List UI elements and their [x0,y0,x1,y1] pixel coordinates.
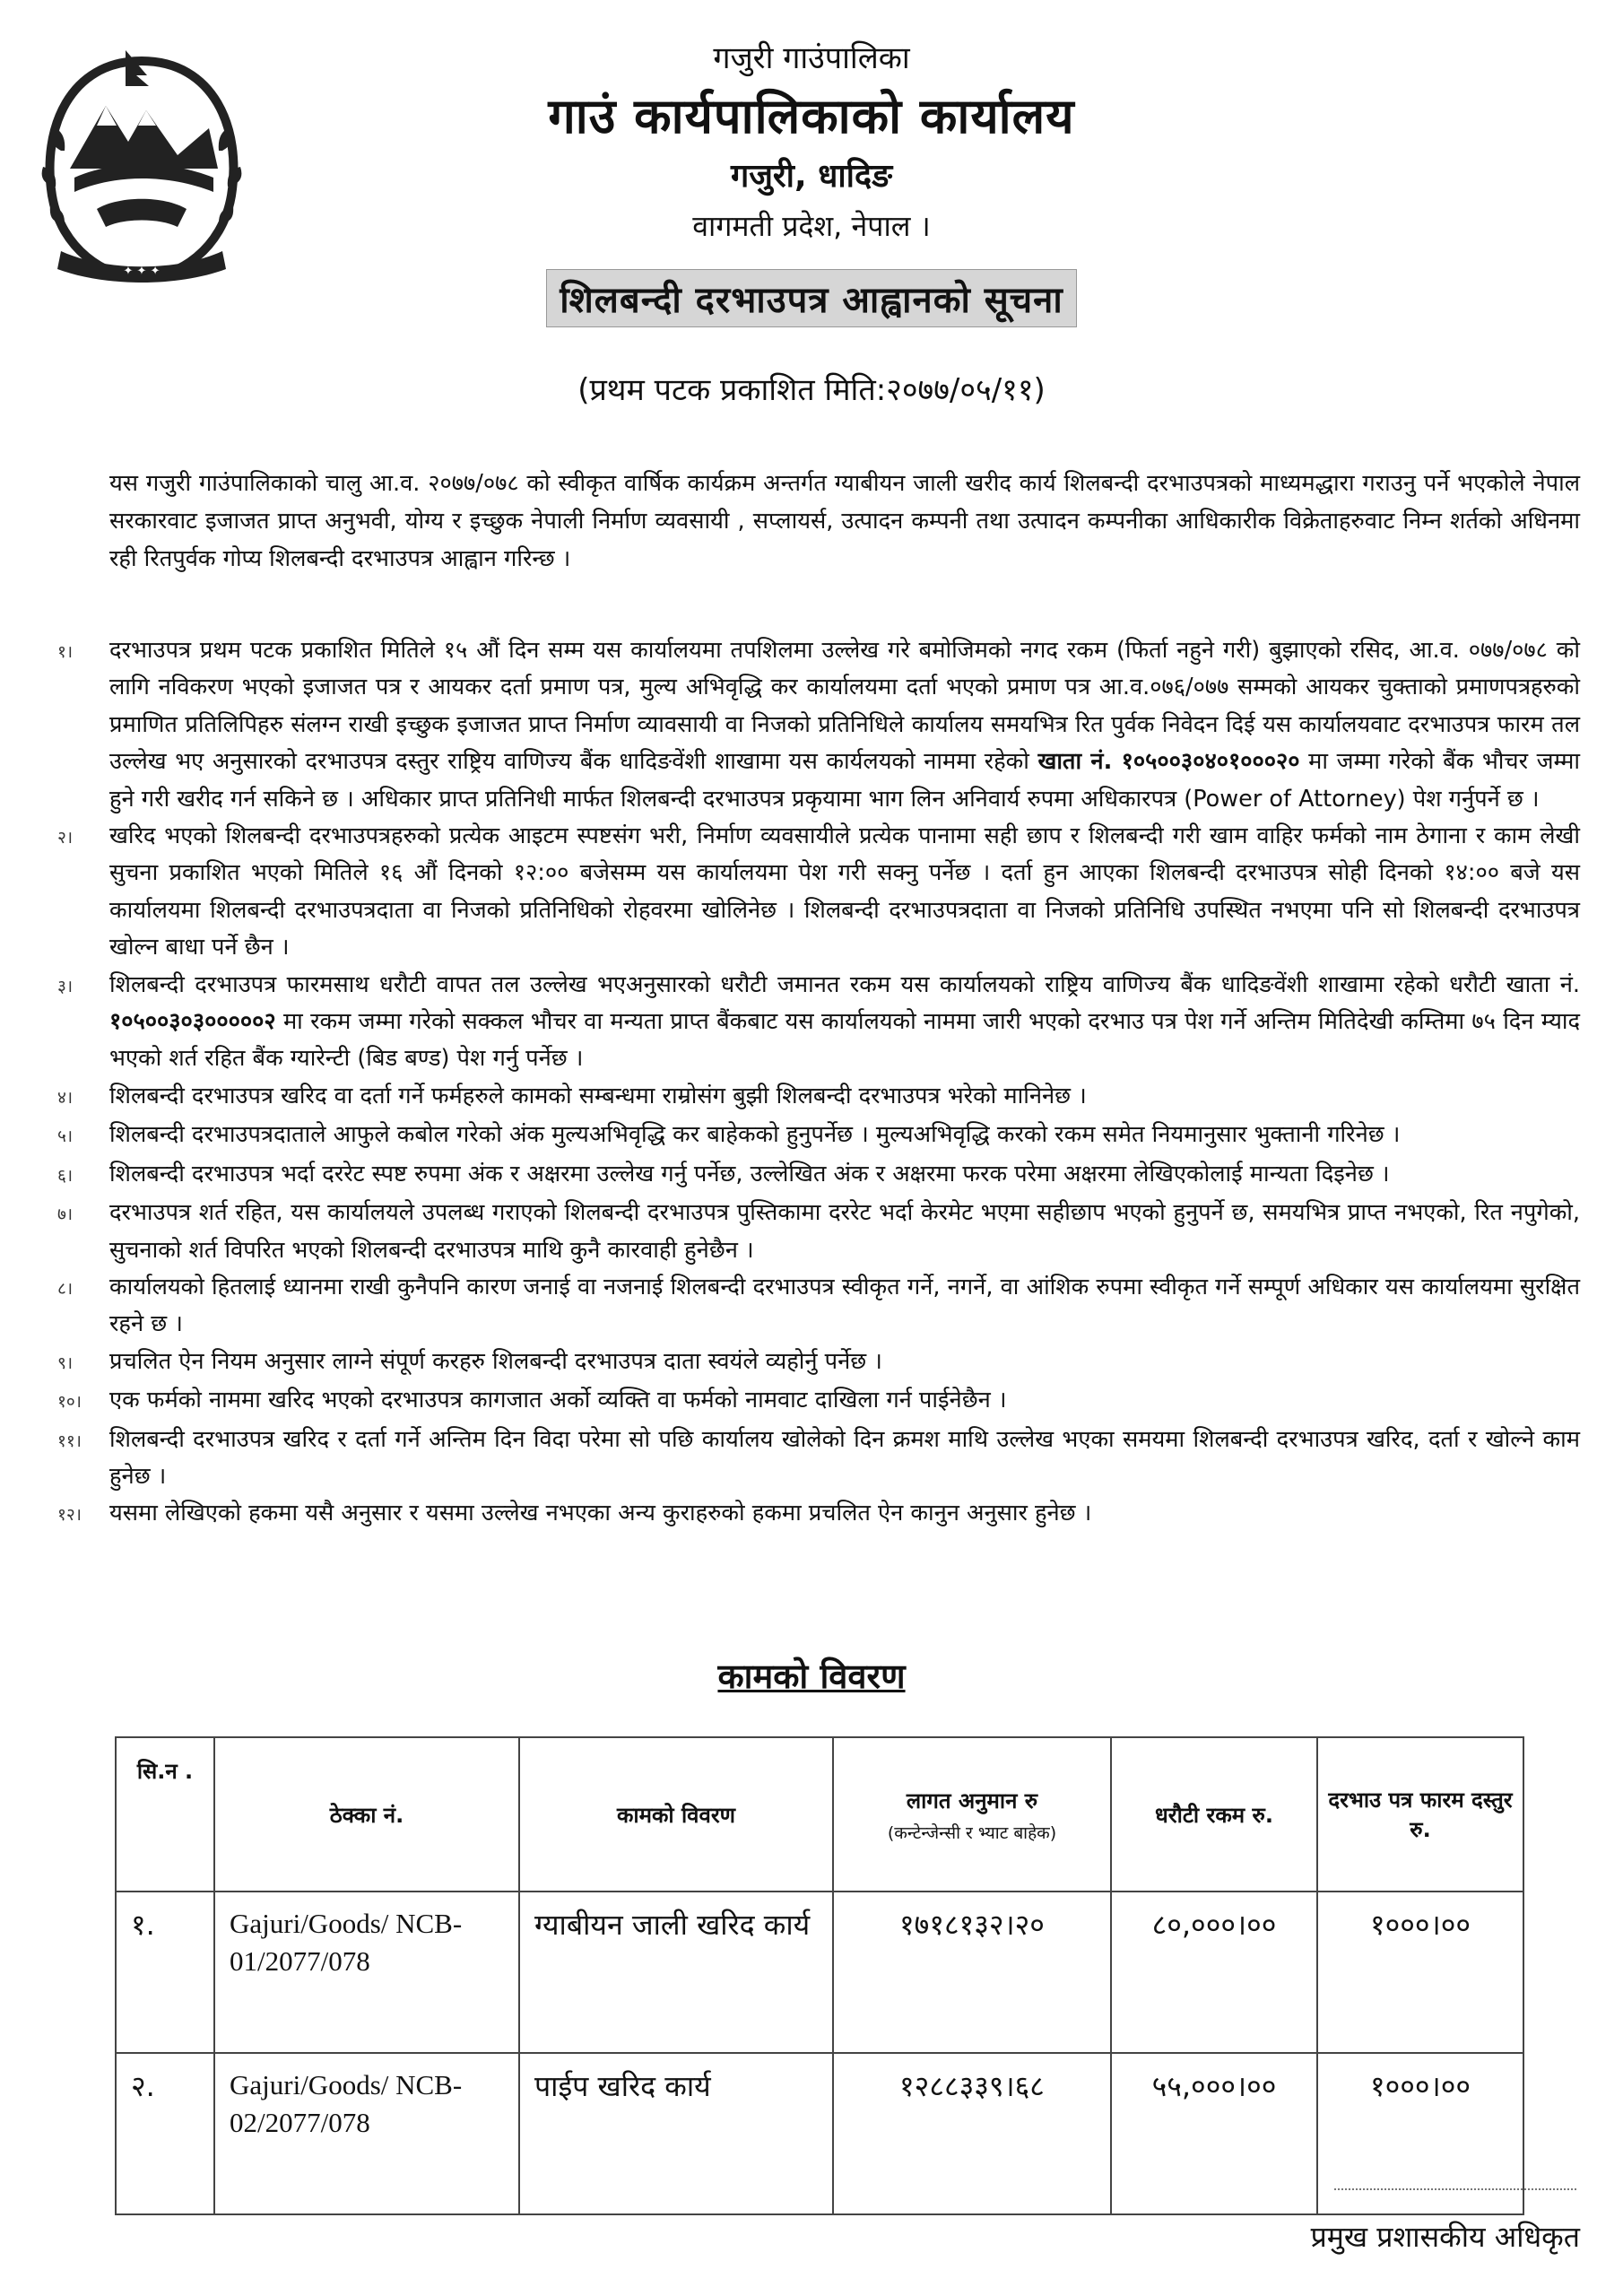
intro-paragraph: यस गजुरी गाउंपालिकाको चालु आ.व. २०७७/०७८ को स्वीकृत वार्षिक कार्यक्रम अन्तर्गत ग्याबीयन जाली खरीद कार्य शिलबन्दी दरभाउपत्रको माध्यमद्धारा गराउनु पर्ने भएकोले नेपाल सरकारवाट इजाजत प्राप्त अनुभवी, योग्य र इच्छुक नेपाली निर्माण व्यवसायी , सप्लायर्स, उत्पादन कम्पनी तथा उत्पादन कम्पनीका आधिकारीक विक्रेताहरुवाट निम्न शर्तको अधिनमा रही रितपुर्वक गोप्य शिलबन्दी दरभाउपत्र आह्वान गरिन्छ । [109,469,1580,572]
clause-text: दरभाउपत्र प्रथम पटक प्रकाशित मितिले १५ औं दिन सम्म यस कार्यालयमा तपशिलमा उल्लेख गरे बमोजिमको नगद रकम (फिर्ता नहुने गरी) बुझाएको रसिद, आ.व. ०७७/०७८ को लागि नविकरण भएको इजाजत पत्र र आयकर दर्ता प्रमाण पत्र, मुल्य अभिवृद्धि कर कार्यालयमा दर्ता भएको प्रमाण पत्र आ.व.०७६/०७७ सम्मको आयकर चुक्ताको प्रमाणपत्रहरुको प्रमाणित प्रतिलिपिहरु संलग्न राखी इच्छुक इजाजत प्राप्त निर्माण व्यावसायी वा निजको प्रतिनिधिले कार्यालय समयभित्र रित पुर्वक निवेदन दिई यस कार्यालयवाट दरभाउपत्र फारम तल उल्लेख भए अनुसारको दरभाउपत्र दस्तुर राष्ट्रिय वाणिज्य बैंक धादिङवेंशी शाखामा यस कार्यलयको नाममा रहेको खाता नं. १०५००३०४०१०००२० मा जम्मा गरेको बैंक भौचर जम्मा हुने गरी खरीद गर्न सकिने छ । अधिकार प्राप्त प्रतिनिधी मार्फत शिलबन्दी दरभाउपत्र प्रकृयामा भाग लिन अनिवार्य रुपमा अधिकारपत्र (Power of Attorney) पेश गर्नुपर्ने छ । [109,637,1581,813]
clause-2 [57,818,1580,967]
table-row [116,1892,1523,2053]
clause-number: ८। [57,1278,74,1299]
clause-10 [57,1382,1580,1421]
clause-number: १०। [57,1392,82,1413]
municipality-name: गजुरी गाउंपालिका [713,40,910,76]
province-line: वागमती प्रदेश, नेपाल । [692,209,931,243]
row-form-fee: १०००।०० [1317,1892,1523,2053]
row-deposit: ८०,०००।०० [1111,1892,1317,2053]
clause-12 [57,1495,1580,1534]
clause-7 [57,1195,1580,1269]
row-description: ग्याबीयन जाली खरिद कार्य [519,1892,833,2053]
clause-number: २। [57,828,74,848]
works-section-title: कामको विवरण [717,1657,906,1696]
clause-9 [57,1344,1580,1382]
header-deposit: धरौटी रकम रु. [1111,1737,1317,1892]
row-estimate: १७१८१३२।२० [833,1892,1111,2053]
clause-1 [57,632,1580,818]
clause-number: १२। [57,1505,82,1526]
header-estimate [833,1737,1111,1892]
clause-number: ७। [57,1205,74,1225]
account-number: खाता नं. १०५००३०४०१०००२० [1037,748,1300,776]
clause-5 [57,1117,1580,1155]
signature-line [1334,2188,1576,2190]
clause-8 [57,1269,1580,1344]
clause-number: ११। [57,1431,82,1451]
office-location: गजुरी, धादिङ [730,158,893,195]
clause-text: शिलबन्दी दरभाउपत्र खरिद वा दर्ता गर्ने फर्महरुले कामको सम्बन्धमा राम्रोसंग बुझी शिलबन्दी दरभाउपत्र भरेको मानिनेछ । [109,1082,1087,1109]
clause-text: यसमा लेखिएको हकमा यसै अनुसार र यसमा उल्लेख नभएका अन्य कुराहरुको हकमा प्रचलित ऐन कानुन अनुसार हुनेछ । [109,1500,1092,1527]
table-header-row [116,1737,1523,1892]
clause-number: ५। [57,1126,74,1147]
header-form-fee: दरभाउ पत्र फारम दस्तुर रु. [1317,1737,1523,1892]
works-table [115,1736,1524,2215]
terms-list [57,632,1580,1535]
row-description: पाईप खरिद कार्य [519,2053,833,2214]
header-estimate-note: (कन्टेन्जेन्सी र भ्याट बाहेक) [887,1822,1057,1843]
header-estimate-label: लागत अनुमान रु [906,1787,1038,1813]
clause-text: शिलबन्दी दरभाउपत्रदाताले आफुले कबोल गरेको अंक मुल्यअभिवृद्धि कर बाहेकको हुनुपर्नेछ । मुल्यअभिवृद्धि करको रकम समेत नियमानुसार भुक्तानी गरिनेछ । [109,1121,1401,1149]
header-serial: सि.न . [116,1737,214,1892]
row-serial: २. [116,2053,214,2214]
clause-text: शिलबन्दी दरभाउपत्र फारमसाथ धरौटी वापत तल उल्लेख भएअनुसारको धरौटी जमानत रकम यस कार्यालयको राष्ट्रिय वाणिज्य बैंक धादिङवेंशी शाखामा रहेको धरौटी खाता नं. १०५००३०३०००००२ मा रकम जम्मा गरेको सक्कल भौचर वा मन्यता प्राप्त बैंकबाट यस कार्यालयको नाममा जारी भएको दरभाउ पत्र पेश गर्ने अन्तिम मितिदेखी कम्तिमा ७५ दिन म्याद भएको शर्त रहित बैंक ग्यारेन्टी (बिड बण्ड) पेश गर्नु पर्नेछ । [109,970,1580,1073]
deposit-account-number: १०५००३०३०००००२ [109,1008,276,1036]
clause-6 [57,1156,1580,1195]
office-title: गाउं कार्यपालिकाको कार्यालय [548,88,1075,144]
header-description: कामको विवरण [519,1737,833,1892]
clause-number: ६। [57,1165,74,1186]
clause-text: शिलबन्दी दरभाउपत्र भर्दा दररेट स्पष्ट रुपमा अंक र अक्षरमा उल्लेख गर्नु पर्नेछ, उल्लेखित अंक र अक्षरमा फरक परेमा अक्षरमा लेखिएकोलाई मान्यता दिइनेछ । [109,1160,1390,1187]
row-contract-no: Gajuri/Goods/ NCB-01/2077/078 [214,1892,519,2053]
row-estimate: १२८८३३९।६८ [833,2053,1111,2214]
header-contract-no: ठेक्का नं. [214,1737,519,1892]
published-date: (प्रथम पटक प्रकाशित मिति:२०७७/०५/११) [577,372,1046,408]
clause-number: १। [57,642,74,662]
clause-number: ३। [57,976,74,996]
row-deposit: ५५,०००।०० [1111,2053,1317,2214]
clause-text: कार्यालयको हितलाई ध्यानमा राखी कुनैपनि कारण जनाई वा नजनाई शिलबन्दी दरभाउपत्र स्वीकृत गर्ने, नगर्ने, वा आंशिक रुपमा स्वीकृत गर्ने सम्पूर्ण अधिकार यस कार्यालयमा सुरक्षित रहने छ । [109,1273,1580,1338]
row-form-fee: १०००।०० [1317,2053,1523,2214]
row-contract-no: Gajuri/Goods/ NCB-02/2077/078 [214,2053,519,2214]
clause-3 [57,967,1580,1078]
clause-number: ४। [57,1087,74,1108]
notice-title-wrap [0,269,1623,327]
clause-4 [57,1078,1580,1117]
row-serial: १. [116,1892,214,2053]
clause-11 [57,1422,1580,1496]
clause-number: ९। [57,1352,74,1373]
table-row [116,2053,1523,2214]
clause-text: शिलबन्दी दरभाउपत्र खरिद र दर्ता गर्ने अन्तिम दिन विदा परेमा सो पछि कार्यालय खोलेको दिन क्रमश माथि उल्लेख भएका समयमा शिलबन्दी दरभाउपत्र खरिद, दर्ता र खोल्ने काम हुनेछ । [109,1425,1580,1490]
clause-text: दरभाउपत्र शर्त रहित, यस कार्यालयले उपलब्ध गराएको शिलबन्दी दरभाउपत्र पुस्तिकामा दररेट भर्दा केरमेट भएमा सहीछाप भएको हुनुपर्ने छ, समयभित्र प्राप्त नभएको, रित नपुगेको, सुचनाको शर्त विपरित भएको शिलबन्दी दरभाउपत्र माथि कुनै कारवाही हुनेछैन । [109,1199,1580,1264]
svg-text:✦ ✦ ✦: ✦ ✦ ✦ [123,265,161,278]
clause-text: खरिद भएको शिलबन्दी दरभाउपत्रहरुको प्रत्येक आइटम स्पष्टसंग भरी, निर्माण व्यवसायीले प्रत्येक पानामा सही छाप र शिलबन्दी गरी खाम वाहिर फर्मको नाम ठेगाना र काम लेखी सुचना प्रकाशित भएको मितिले १६ औं दिनको १२:०० बजेसम्म यस कार्यालयमा पेश गरी सक्नु पर्नेछ । दर्ता हुन आएका शिलबन्दी दरभाउपत्र सोही दिनको १४:०० बजे यस कार्यालयमा शिलबन्दी दरभाउपत्रदाता वा निजको प्रतिनिधिको रोहवरमा खोलिनेछ । शिलबन्दी दरभाउपत्रदाता वा निजको प्रतिनिधि उपस्थित नभएमा पनि सो शिलबन्दी दरभाउपत्र खोल्न बाधा पर्ने छैन । [109,822,1580,961]
signatory-designation: प्रमुख प्रशासकीय अधिकृत [1310,2220,1580,2254]
clause-text: एक फर्मको नाममा खरिद भएको दरभाउपत्र कागजात अर्को व्यक्ति वा फर्मको नामवाट दाखिला गर्न पाईनेछैन । [109,1387,1007,1414]
notice-title: शिलबन्दी दरभाउपत्र आह्वानको सूचना [546,269,1077,327]
clause-text: प्रचलित ऐन नियम अनुसार लाग्ने संपूर्ण करहरु शिलबन्दी दरभाउपत्र दाता स्वयंले व्यहोर्नु पर्नेछ । [109,1347,882,1375]
